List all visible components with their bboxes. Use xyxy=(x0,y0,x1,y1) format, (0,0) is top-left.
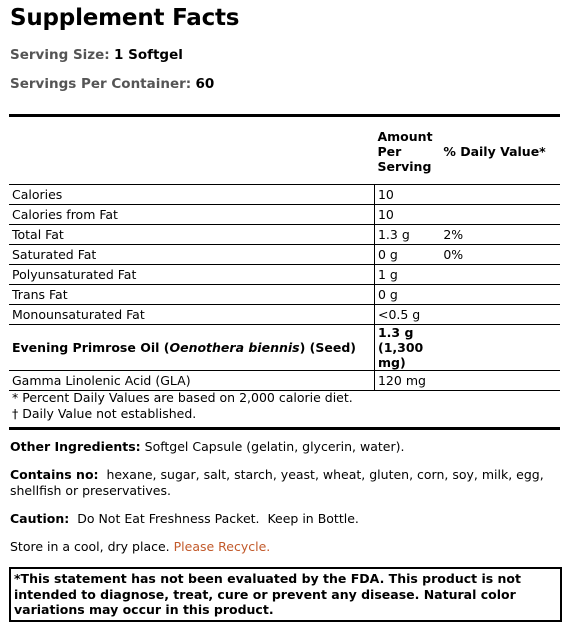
table-row xyxy=(9,245,560,265)
row-amount: 120 mg xyxy=(374,371,440,391)
row-dv xyxy=(440,325,560,371)
amount-header-line1: Amount xyxy=(377,128,433,144)
row-dv xyxy=(440,265,560,285)
table-row xyxy=(9,225,560,245)
row-dv: 0% xyxy=(440,245,560,265)
row-dv xyxy=(440,371,560,391)
serving-size-value: 1 Softgel xyxy=(114,47,183,63)
daily-value-header: % Daily Value* xyxy=(440,118,560,185)
nutrition-table xyxy=(9,118,560,391)
row-name: Saturated Fat xyxy=(9,245,374,265)
row-dv xyxy=(440,185,560,205)
table-row-primrose xyxy=(9,325,560,371)
table-row xyxy=(9,285,560,305)
amount-header-line3: Serving xyxy=(377,158,432,174)
serving-size-label: Serving Size: xyxy=(10,47,110,63)
table-row xyxy=(9,185,560,205)
other-ingredients-text: Softgel Capsule (gelatin, glycerin, water). xyxy=(140,439,405,454)
servings-per-container-value: 60 xyxy=(195,76,215,92)
row-amount: 0 g xyxy=(374,285,440,305)
row-amount: 1 g xyxy=(374,265,440,285)
footnote-percent: * Percent Daily Values are based on 2,000 calorie diet. xyxy=(12,390,353,405)
amount-per-serving-header xyxy=(374,118,440,185)
row-amount: 1.3 g xyxy=(374,225,440,245)
serving-size xyxy=(10,47,183,63)
contains-no xyxy=(10,467,558,499)
caution xyxy=(10,511,558,527)
table-header-row xyxy=(9,118,560,185)
contains-no-label: Contains no: xyxy=(10,467,99,482)
row-name: Trans Fat xyxy=(9,285,374,305)
row-dv xyxy=(440,205,560,225)
row-name: Total Fat xyxy=(9,225,374,245)
row-amount: 10 xyxy=(374,205,440,225)
amount-header-line2: Per xyxy=(377,143,402,159)
row-amount: 10 xyxy=(374,185,440,205)
fda-disclaimer: *This statement has not been evaluated by the FDA. This product is not intended to diagnose, treat, cure or prevent any disease. Natural color variations may occur in this product. xyxy=(9,567,562,622)
row-amount: <0.5 g xyxy=(374,305,440,325)
panel-title: Supplement Facts xyxy=(10,5,240,31)
primrose-latin-name: Oenothera biennis xyxy=(169,340,300,355)
row-name: Gamma Linolenic Acid (GLA) xyxy=(9,371,374,391)
header-blank xyxy=(9,118,374,185)
table-row xyxy=(9,371,560,391)
top-rule xyxy=(9,114,560,117)
primrose-name xyxy=(9,325,374,371)
storage-text: Store in a cool, dry place. xyxy=(10,539,174,554)
table-row xyxy=(9,265,560,285)
row-dv xyxy=(440,285,560,305)
storage xyxy=(10,539,558,555)
table-row xyxy=(9,305,560,325)
row-amount: 0 g xyxy=(374,245,440,265)
footnotes xyxy=(12,390,353,422)
other-ingredients xyxy=(10,439,558,455)
primrose-name-post: ) (Seed) xyxy=(299,340,357,355)
primrose-name-pre: Evening Primrose Oil ( xyxy=(12,340,170,355)
row-name: Calories xyxy=(9,185,374,205)
bottom-rule xyxy=(9,427,560,430)
footnote-dagger: † Daily Value not established. xyxy=(12,406,197,421)
primrose-amount-line1: 1.3 g xyxy=(377,325,414,340)
row-dv: 2% xyxy=(440,225,560,245)
caution-label: Caution: xyxy=(10,511,70,526)
servings-per-container xyxy=(10,76,214,92)
row-dv xyxy=(440,305,560,325)
servings-per-container-label: Servings Per Container: xyxy=(10,76,192,92)
row-name: Monounsaturated Fat xyxy=(9,305,374,325)
other-ingredients-label: Other Ingredients: xyxy=(10,439,141,454)
contains-no-text: hexane, sugar, salt, starch, yeast, wheat, gluten, corn, soy, milk, egg, shellfish or preservatives. xyxy=(10,467,548,498)
row-name: Calories from Fat xyxy=(9,205,374,225)
primrose-amount xyxy=(374,325,440,371)
caution-text: Do Not Eat Freshness Packet. Keep in Bottle. xyxy=(69,511,359,526)
primrose-amount-line2: (1,300 xyxy=(377,340,424,355)
primrose-amount-line3: mg) xyxy=(377,355,406,370)
row-name: Polyunsaturated Fat xyxy=(9,265,374,285)
recycle-text: Please Recycle. xyxy=(173,539,271,554)
table-row xyxy=(9,205,560,225)
